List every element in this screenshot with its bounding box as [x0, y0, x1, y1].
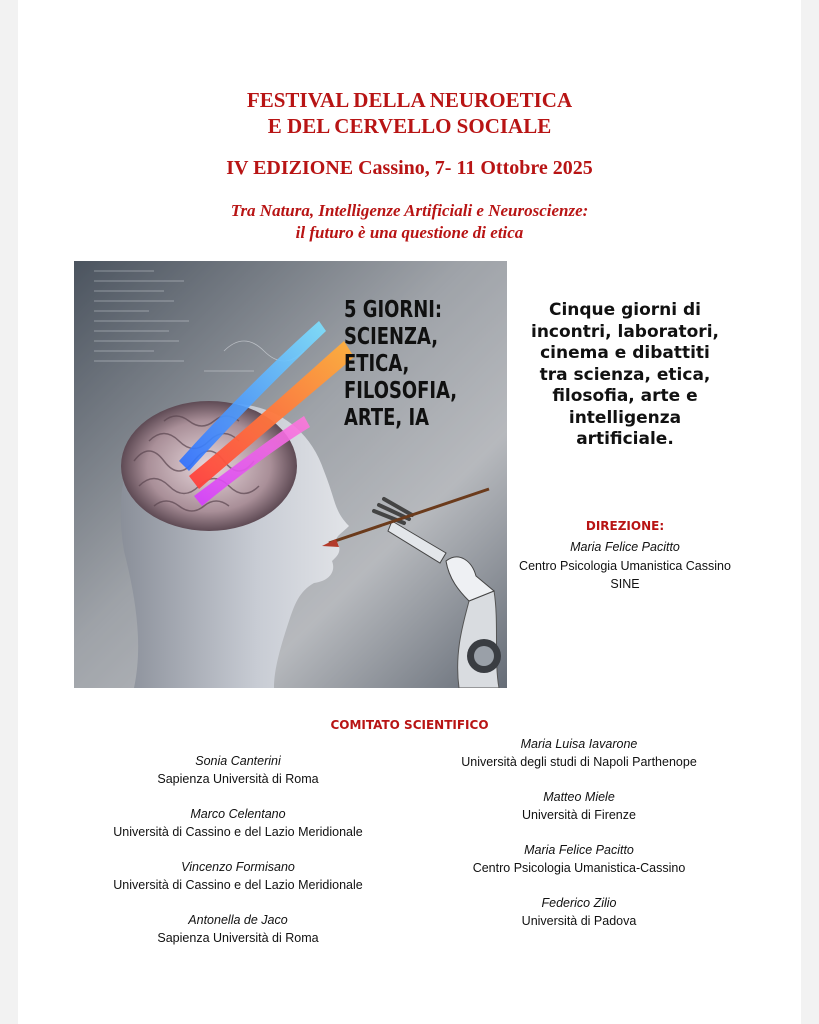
- direzione-name: Maria Felice Pacitto: [570, 540, 680, 554]
- description-line: incontri, laboratori,: [531, 321, 719, 342]
- direzione-heading: DIREZIONE:: [585, 519, 665, 533]
- direzione-extra: SINE: [610, 577, 640, 591]
- description-line: filosofia, arte e: [552, 386, 698, 406]
- member-affiliation: Centro Psicologia Umanistica-Cassino: [472, 861, 686, 875]
- member-name: Maria Felice Pacitto: [524, 843, 634, 857]
- member-name: Antonella de Jaco: [188, 913, 288, 927]
- poster-headline-line: ETICA,: [344, 351, 410, 377]
- poster-headline: [344, 297, 469, 432]
- member-name: Matteo Miele: [543, 790, 615, 804]
- committee-member: [419, 735, 739, 771]
- festival-title-line1: FESTIVAL DELLA NEUROETICA: [246, 88, 573, 112]
- festival-description: [510, 300, 740, 451]
- poster-headline-line: 5 GIORNI:: [344, 297, 443, 323]
- description-line: Cinque giorni di: [548, 300, 702, 320]
- committee-member: [419, 788, 739, 824]
- member-affiliation: Sapienza Università di Roma: [157, 772, 319, 786]
- member-name: Federico Zilio: [541, 896, 617, 910]
- member-name: Vincenzo Formisano: [181, 860, 295, 874]
- member-name: Sonia Canterini: [195, 754, 281, 768]
- subtitle-line1: Tra Natura, Intelligenze Artificiali e Neuroscienze:: [230, 201, 589, 220]
- member-affiliation: Università degli studi di Napoli Parthenope: [461, 755, 697, 769]
- member-affiliation: Università di Cassino e del Lazio Meridionale: [113, 878, 363, 892]
- committee-member: [419, 894, 739, 930]
- member-affiliation: Sapienza Università di Roma: [157, 931, 319, 945]
- description-line: tra scienza, etica,: [539, 364, 711, 385]
- committee-member: [78, 858, 398, 894]
- member-name: Maria Luisa Iavarone: [520, 737, 638, 751]
- member-affiliation: Università di Padova: [521, 914, 637, 928]
- committee-member: [78, 911, 398, 947]
- committee-member: [419, 841, 739, 877]
- description-line: intelligenza: [568, 407, 682, 428]
- description-line: artificiale.: [576, 429, 674, 449]
- festival-title-line2: E DEL CERVELLO SOCIALE: [267, 114, 552, 138]
- committee-member: [78, 805, 398, 841]
- committee-member: [78, 752, 398, 788]
- member-name: Marco Celentano: [190, 807, 286, 821]
- comitato-heading: COMITATO SCIENTIFICO: [330, 718, 489, 732]
- poster-headline-line: ARTE, IA: [344, 405, 430, 431]
- edition-line: IV EDIZIONE Cassino, 7- 11 Ottobre 2025: [226, 157, 593, 179]
- poster-headline-line: SCIENZA,: [344, 324, 439, 350]
- festival-poster-image: [74, 261, 507, 688]
- member-affiliation: Università di Cassino e del Lazio Meridionale: [113, 825, 363, 839]
- subtitle-line2: il futuro è una questione di etica: [295, 223, 524, 242]
- description-line: cinema e dibattiti: [540, 343, 710, 363]
- direzione-organization: Centro Psicologia Umanistica Cassino: [519, 559, 731, 573]
- member-affiliation: Università di Firenze: [522, 808, 636, 822]
- poster-headline-line: FILOSOFIA,: [344, 378, 458, 404]
